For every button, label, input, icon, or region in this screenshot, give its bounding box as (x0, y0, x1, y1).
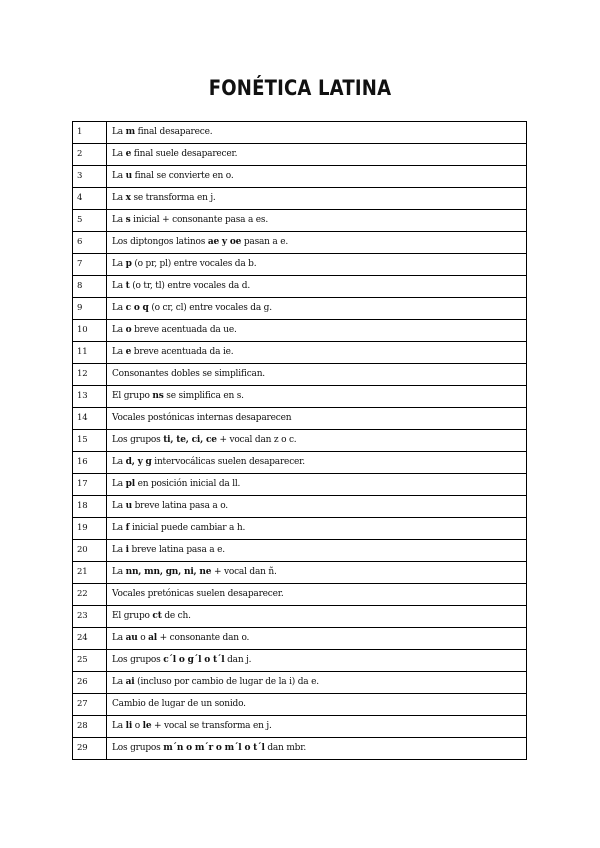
table-row (73, 738, 527, 760)
table-row (73, 518, 527, 540)
row-number: 19 (73, 518, 107, 540)
rule-fragment: El grupo (112, 611, 153, 621)
rule-fragment: final se convierte en o. (131, 171, 234, 181)
rule-fragment: La (112, 457, 126, 467)
rule-fragment: La (112, 479, 126, 489)
rule-fragment: (incluso por cambio de lugar de la i) da e. (134, 677, 319, 687)
table-row (73, 540, 527, 562)
rule-text (107, 738, 527, 760)
row-number: 17 (73, 474, 107, 496)
row-number: 7 (73, 254, 107, 276)
table-row (73, 364, 527, 386)
rules-table-body (73, 122, 527, 760)
rule-fragment: Los grupos (112, 655, 164, 665)
row-number: 25 (73, 650, 107, 672)
rule-text (107, 386, 527, 408)
rule-fragment: dan mbr. (264, 743, 306, 753)
table-row (73, 386, 527, 408)
rule-fragment: La (112, 303, 126, 313)
table-row (73, 452, 527, 474)
rule-text (107, 452, 527, 474)
table-row (73, 562, 527, 584)
rule-fragment: La (112, 149, 126, 159)
rule-fragment: La (112, 347, 126, 357)
rule-fragment: La (112, 281, 126, 291)
rule-highlight: au (125, 633, 138, 643)
rule-text (107, 298, 527, 320)
row-number: 2 (73, 144, 107, 166)
rule-fragment: + consonante dan o. (157, 633, 250, 643)
rule-highlight: s (125, 215, 131, 225)
rule-highlight: i (125, 545, 129, 555)
table-row (73, 298, 527, 320)
rule-fragment: La (112, 721, 126, 731)
table-row (73, 276, 527, 298)
rule-fragment: La (112, 633, 126, 643)
rule-highlight: o (125, 325, 132, 335)
rule-highlight: ns (152, 391, 164, 401)
row-number: 18 (73, 496, 107, 518)
row-number: 12 (73, 364, 107, 386)
rule-fragment: + vocal dan z o c. (216, 435, 297, 445)
rule-text (107, 188, 527, 210)
rule-highlight: e (125, 347, 132, 357)
rule-fragment: o (137, 633, 149, 643)
row-number: 26 (73, 672, 107, 694)
rule-highlight: ai (125, 677, 135, 687)
rule-fragment: + vocal dan ñ. (211, 567, 277, 577)
table-row (73, 496, 527, 518)
table-row (73, 144, 527, 166)
row-number: 22 (73, 584, 107, 606)
rule-text (107, 276, 527, 298)
rule-text (107, 210, 527, 232)
rule-highlight: t (125, 281, 130, 291)
rule-highlight: le (142, 721, 152, 731)
rule-fragment: + vocal se transforma en j. (151, 721, 272, 731)
row-number: 3 (73, 166, 107, 188)
table-row (73, 716, 527, 738)
rule-highlight: c´l o g´l o t´l (163, 655, 225, 665)
rule-fragment: La (112, 523, 126, 533)
row-number: 10 (73, 320, 107, 342)
rule-highlight: x (125, 193, 131, 203)
rule-highlight: u (125, 501, 132, 511)
rule-highlight: nn, mn, gn, ni, ne (125, 567, 212, 577)
rule-text (107, 166, 527, 188)
rule-fragment: dan j. (224, 655, 252, 665)
table-row (73, 430, 527, 452)
row-number: 13 (73, 386, 107, 408)
rule-fragment: La (112, 501, 126, 511)
table-row (73, 694, 527, 716)
rule-text (107, 650, 527, 672)
rule-fragment: intervocálicas suelen desaparecer. (151, 457, 305, 467)
rule-text (107, 540, 527, 562)
page-title: FONÉTICA LATINA (208, 76, 392, 100)
rule-text (107, 342, 527, 364)
rule-text (107, 408, 527, 430)
rule-fragment: Vocales postónicas internas desaparecen (112, 413, 292, 423)
rule-highlight: m´n o m´r o m´l o t´l (163, 743, 265, 753)
rule-fragment: breve latina pasa a e. (128, 545, 225, 555)
table-row (73, 320, 527, 342)
table-row (73, 232, 527, 254)
rule-fragment: La (112, 567, 126, 577)
rule-fragment: La (112, 215, 126, 225)
rule-text (107, 320, 527, 342)
rule-text (107, 232, 527, 254)
rule-text (107, 474, 527, 496)
rule-text (107, 606, 527, 628)
rule-fragment: breve acentuada da ue. (131, 325, 237, 335)
row-number: 8 (73, 276, 107, 298)
rule-text (107, 584, 527, 606)
rule-fragment: Los grupos (112, 435, 164, 445)
table-row (73, 408, 527, 430)
row-number: 21 (73, 562, 107, 584)
row-number: 24 (73, 628, 107, 650)
rule-text (107, 364, 527, 386)
row-number: 20 (73, 540, 107, 562)
rule-highlight: m (125, 127, 135, 137)
table-row (73, 188, 527, 210)
rule-highlight: d, y g (125, 457, 152, 467)
rule-fragment: La (112, 259, 126, 269)
rule-highlight: ti, te, ci, ce (163, 435, 217, 445)
rule-fragment: inicial + consonante pasa a es. (130, 215, 268, 225)
rule-highlight: pl (125, 479, 135, 489)
rule-highlight: u (125, 171, 132, 181)
rule-fragment: La (112, 193, 126, 203)
row-number: 11 (73, 342, 107, 364)
table-row (73, 342, 527, 364)
rule-fragment: (o tr, tl) entre vocales da d. (129, 281, 250, 291)
rule-fragment: se transforma en j. (130, 193, 216, 203)
rule-text (107, 694, 527, 716)
row-number: 9 (73, 298, 107, 320)
row-number: 1 (73, 122, 107, 144)
rule-text (107, 716, 527, 738)
rule-text (107, 254, 527, 276)
rule-highlight: f (125, 523, 130, 533)
rule-fragment: de ch. (161, 611, 191, 621)
row-number: 27 (73, 694, 107, 716)
rule-text (107, 672, 527, 694)
rule-fragment: (o cr, cl) entre vocales da g. (148, 303, 272, 313)
rule-highlight: al (148, 633, 157, 643)
rule-text (107, 628, 527, 650)
rule-fragment: Vocales pretónicas suelen desaparecer. (112, 589, 284, 599)
rule-highlight: ae y oe (207, 237, 242, 247)
table-row (73, 166, 527, 188)
rule-fragment: (o pr, pl) entre vocales da b. (131, 259, 257, 269)
row-number: 5 (73, 210, 107, 232)
row-number: 4 (73, 188, 107, 210)
rule-fragment: se simplifica en s. (163, 391, 244, 401)
row-number: 28 (73, 716, 107, 738)
rule-fragment: o (132, 721, 143, 731)
rule-text (107, 496, 527, 518)
phonetics-rules-table (72, 121, 527, 760)
rule-fragment: Los grupos (112, 743, 164, 753)
table-row (73, 606, 527, 628)
rule-text (107, 144, 527, 166)
rule-fragment: en posición inicial da ll. (134, 479, 241, 489)
rule-fragment: La (112, 171, 126, 181)
row-number: 23 (73, 606, 107, 628)
rule-text (107, 122, 527, 144)
table-row (73, 650, 527, 672)
rule-fragment: Cambio de lugar de un sonido. (112, 699, 246, 709)
row-number: 29 (73, 738, 107, 760)
rule-text (107, 518, 527, 540)
rule-text (107, 562, 527, 584)
rule-highlight: e (125, 149, 132, 159)
rule-fragment: La (112, 677, 126, 687)
table-row (73, 254, 527, 276)
rule-fragment: La (112, 545, 126, 555)
rule-fragment: inicial puede cambiar a h. (129, 523, 246, 533)
rule-fragment: Los diptongos latinos (112, 237, 208, 247)
rule-highlight: ct (152, 611, 162, 621)
table-row (73, 584, 527, 606)
rule-highlight: c o q (125, 303, 149, 313)
rule-fragment: final suele desaparecer. (131, 149, 238, 159)
rule-fragment: final desaparece. (134, 127, 213, 137)
row-number: 14 (73, 408, 107, 430)
rule-text (107, 430, 527, 452)
rule-fragment: breve acentuada da ie. (131, 347, 234, 357)
table-row (73, 628, 527, 650)
row-number: 15 (73, 430, 107, 452)
table-row (73, 672, 527, 694)
rule-fragment: breve latina pasa a o. (131, 501, 228, 511)
rule-fragment: Consonantes dobles se simplifican. (112, 369, 265, 379)
row-number: 6 (73, 232, 107, 254)
table-row (73, 122, 527, 144)
rule-highlight: p (125, 259, 132, 269)
table-row (73, 474, 527, 496)
rule-fragment: La (112, 325, 126, 335)
rule-fragment: La (112, 127, 126, 137)
rule-fragment: El grupo (112, 391, 153, 401)
rule-highlight: li (125, 721, 133, 731)
row-number: 16 (73, 452, 107, 474)
table-row (73, 210, 527, 232)
rule-fragment: pasan a e. (241, 237, 289, 247)
